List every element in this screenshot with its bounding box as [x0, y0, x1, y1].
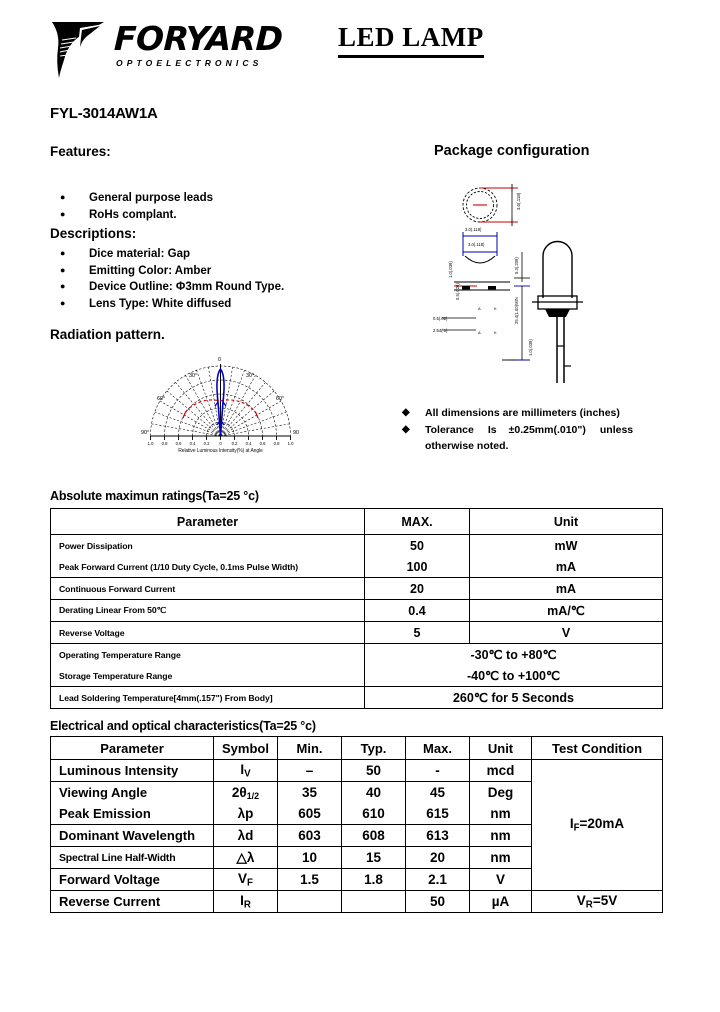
cell-unit: nm	[470, 825, 532, 847]
list-item: ● Emitting Color: Amber	[50, 263, 380, 280]
list-item: ● Lens Type: White diffused	[50, 296, 380, 313]
symbol-main: λd	[237, 828, 254, 843]
features-list	[50, 190, 380, 223]
svg-text:0.2: 0.2	[203, 441, 210, 446]
table-row	[51, 760, 663, 782]
cell-symbol	[214, 891, 278, 913]
cell-min: 35	[278, 782, 342, 804]
absolute-ratings-table	[50, 508, 663, 709]
col-min: Min.	[278, 737, 342, 760]
cell-max: 615	[406, 803, 470, 825]
cell-typ: 608	[342, 825, 406, 847]
cell-max: 2.1	[406, 869, 470, 891]
cell-min	[278, 891, 342, 913]
list-item: ● Device Outline: Φ3mm Round Type.	[50, 279, 380, 296]
svg-text:0.5(.02): 0.5(.02)	[433, 316, 448, 321]
chart-caption: Relative Luminous Intensity(%) at Angle	[178, 448, 263, 454]
svg-text:3.0(.118): 3.0(.118)	[465, 227, 482, 232]
col-max: MAX.	[365, 509, 470, 535]
svg-text:A: A	[478, 306, 481, 311]
svg-text:0.4: 0.4	[245, 441, 252, 446]
svg-text:0.4: 0.4	[189, 441, 196, 446]
cell-parameter: Lead Soldering Temperature[4mm(.157") From Body]	[51, 687, 365, 709]
svg-text:0.5(.020): 0.5(.020)	[455, 283, 460, 300]
cell-parameter: Viewing Angle	[51, 782, 214, 804]
test-condition-main: V	[576, 892, 586, 908]
svg-text:25.4(1.00)MIN: 25.4(1.00)MIN	[514, 297, 519, 324]
table-row	[51, 891, 663, 913]
col-parameter: Parameter	[51, 509, 365, 535]
svg-text:30°: 30°	[189, 373, 198, 379]
cell-value: -40℃ to +100℃	[365, 665, 663, 687]
package-configuration-heading: Package configuration	[434, 143, 590, 159]
col-unit: Unit	[470, 509, 663, 535]
list-item: ● RoHs complant.	[50, 207, 380, 224]
col-symbol: Symbol	[214, 737, 278, 760]
symbol-sub: R	[243, 899, 251, 911]
cell-parameter: Peak Forward Current (1/10 Duty Cycle, 0.1ms Pulse Width)	[51, 556, 365, 578]
test-condition-main: I	[569, 816, 574, 832]
test-condition-rest: =20mA	[579, 816, 625, 832]
cell-max: 50	[365, 535, 470, 557]
svg-text:1.0(.039): 1.0(.039)	[448, 261, 453, 278]
col-parameter: Parameter	[51, 737, 214, 760]
features-heading: Features:	[50, 144, 111, 159]
cell-max: 20	[406, 847, 470, 869]
cell-unit: µA	[470, 891, 532, 913]
cell-min: 603	[278, 825, 342, 847]
symbol-main: I	[240, 892, 244, 908]
logo-tagline: OPTOELECTRONICS	[116, 58, 263, 68]
radiation-pattern-heading: Radiation pattern.	[50, 327, 165, 342]
cell-max: 45	[406, 782, 470, 804]
note-tolerance-is: Is	[487, 423, 497, 436]
foryard-logo-icon	[50, 18, 108, 80]
cell-unit: Deg	[470, 782, 532, 804]
cell-parameter: Derating Linear From 50℃	[51, 600, 365, 622]
note-tolerance-tail: otherwise noted.	[425, 440, 509, 452]
table-row	[51, 578, 663, 600]
symbol-main: 2θ	[231, 784, 247, 800]
cell-parameter: Forward Voltage	[51, 869, 214, 891]
cell-min: 605	[278, 803, 342, 825]
cell-value: 260℃ for 5 Seconds	[365, 687, 663, 709]
table-row	[51, 644, 663, 666]
svg-text:0.8: 0.8	[273, 441, 280, 446]
cell-unit: V	[470, 622, 663, 644]
cell-symbol	[214, 803, 278, 825]
table-row	[51, 622, 663, 644]
note-item: ◆ All dimensions are millimeters (inches)	[398, 405, 668, 422]
table-row	[51, 687, 663, 709]
svg-text:K: K	[494, 306, 497, 311]
cell-parameter: Peak Emission	[51, 803, 214, 825]
cell-parameter: Dominant Wavelength	[51, 825, 214, 847]
cell-test-condition	[532, 891, 663, 913]
svg-text:60°: 60°	[276, 396, 285, 402]
cell-parameter: Operating Temperature Range	[51, 644, 365, 666]
descriptions-heading: Descriptions:	[50, 226, 137, 241]
cell-typ: 1.8	[342, 869, 406, 891]
cell-min: 10	[278, 847, 342, 869]
absolute-ratings-title: Absolute maximun ratings(Ta=25 °c)	[50, 489, 259, 503]
symbol-main: V	[238, 870, 248, 886]
cell-max: 100	[365, 556, 470, 578]
cell-typ: 610	[342, 803, 406, 825]
cell-parameter: Storage Temperature Range	[51, 665, 365, 687]
svg-text:0.6: 0.6	[175, 441, 182, 446]
note-item	[398, 422, 668, 455]
svg-text:30°: 30°	[246, 373, 255, 379]
table-row	[51, 535, 663, 557]
cell-typ	[342, 891, 406, 913]
note-tolerance-unless: unless	[599, 423, 634, 436]
radiation-pattern-chart	[133, 352, 308, 464]
svg-text:60°: 60°	[157, 396, 166, 402]
electrical-optical-table	[50, 736, 663, 913]
svg-text:0.6: 0.6	[259, 441, 266, 446]
package-drawing-svg	[432, 178, 662, 390]
cell-max: -	[406, 760, 470, 782]
package-drawing	[432, 178, 662, 390]
test-condition-sub: F	[573, 822, 580, 834]
cell-unit: mA	[470, 556, 663, 578]
cell-unit: nm	[470, 847, 532, 869]
cell-min: –	[278, 760, 342, 782]
symbol-main: △λ	[236, 849, 255, 865]
cell-max: 5	[365, 622, 470, 644]
polar-plot-svg	[133, 352, 308, 448]
svg-text:3.0(.118): 3.0(.118)	[468, 242, 485, 247]
cell-max: 50	[406, 891, 470, 913]
cell-parameter: Power Dissipation	[51, 535, 365, 557]
cell-typ: 40	[342, 782, 406, 804]
list-item: ● General purpose leads	[50, 190, 380, 207]
cell-unit: mcd	[470, 760, 532, 782]
part-number: FYL-3014AW1A	[50, 105, 158, 122]
symbol-sub: V	[244, 768, 251, 780]
svg-text:3.0(.118): 3.0(.118)	[516, 192, 521, 210]
col-typ: Typ.	[342, 737, 406, 760]
svg-text:K: K	[494, 330, 497, 335]
table-row	[51, 600, 663, 622]
svg-text:0: 0	[218, 357, 221, 363]
cell-max: 613	[406, 825, 470, 847]
svg-text:A: A	[478, 330, 481, 335]
table-header-row	[51, 509, 663, 535]
col-test-condition: Test Condition	[532, 737, 663, 760]
descriptions-list	[50, 246, 380, 312]
cell-parameter: Luminous Intensity	[51, 760, 214, 782]
svg-text:0: 0	[219, 441, 222, 446]
cell-symbol	[214, 760, 278, 782]
cell-symbol	[214, 847, 278, 869]
electrical-optical-title: Electrical and optical characteristics(Ta=25 °c)	[50, 719, 316, 733]
svg-text:0.8: 0.8	[161, 441, 168, 446]
svg-text:90: 90	[293, 430, 299, 436]
note-tolerance-label: Tolerance	[425, 423, 474, 436]
cell-min: 1.5	[278, 869, 342, 891]
svg-text:5.3(.209): 5.3(.209)	[514, 257, 519, 274]
svg-text:1.0(.039): 1.0(.039)	[528, 339, 533, 356]
table-row	[51, 665, 663, 687]
test-condition-rest: =5V	[592, 892, 618, 908]
cell-parameter: Spectral Line Half-Width	[51, 847, 214, 869]
drawing-notes-list	[398, 405, 668, 455]
cell-symbol	[214, 782, 278, 804]
symbol-main: λp	[237, 806, 254, 821]
cell-typ: 50	[342, 760, 406, 782]
col-unit: Unit	[470, 737, 532, 760]
svg-text:0.2: 0.2	[231, 441, 238, 446]
cell-max: 20	[365, 578, 470, 600]
page-title: LED LAMP	[338, 22, 484, 58]
cell-typ: 15	[342, 847, 406, 869]
cell-max: 0.4	[365, 600, 470, 622]
cell-test-condition	[532, 760, 663, 891]
list-item: ● Dice material: Gap	[50, 246, 380, 263]
test-condition-sub: R	[585, 899, 593, 911]
cell-unit: mA	[470, 578, 663, 600]
cell-parameter: Reverse Voltage	[51, 622, 365, 644]
cell-parameter: Continuous Forward Current	[51, 578, 365, 600]
cell-unit: V	[470, 869, 532, 891]
svg-text:90°: 90°	[141, 430, 150, 436]
cell-unit: mW	[470, 535, 663, 557]
cell-value: -30℃ to +80℃	[365, 644, 663, 666]
col-max: Max.	[406, 737, 470, 760]
cell-symbol	[214, 869, 278, 891]
svg-text:1.0: 1.0	[147, 441, 154, 446]
note-tolerance-value: ±0.25mm(.010")	[508, 423, 586, 436]
svg-text:2.54(.1): 2.54(.1)	[433, 328, 448, 333]
cell-unit: nm	[470, 803, 532, 825]
symbol-sub: F	[247, 877, 253, 889]
svg-text:1.0: 1.0	[287, 441, 294, 446]
cell-parameter: Reverse Current	[51, 891, 214, 913]
symbol-main: I	[240, 761, 245, 777]
cell-unit: mA/℃	[470, 600, 663, 622]
symbol-sub: 1/2	[246, 790, 260, 801]
cell-symbol	[214, 825, 278, 847]
table-row	[51, 556, 663, 578]
logo-wordmark: FORYARD	[113, 19, 284, 58]
table-header-row	[51, 737, 663, 760]
company-logo	[50, 18, 283, 80]
